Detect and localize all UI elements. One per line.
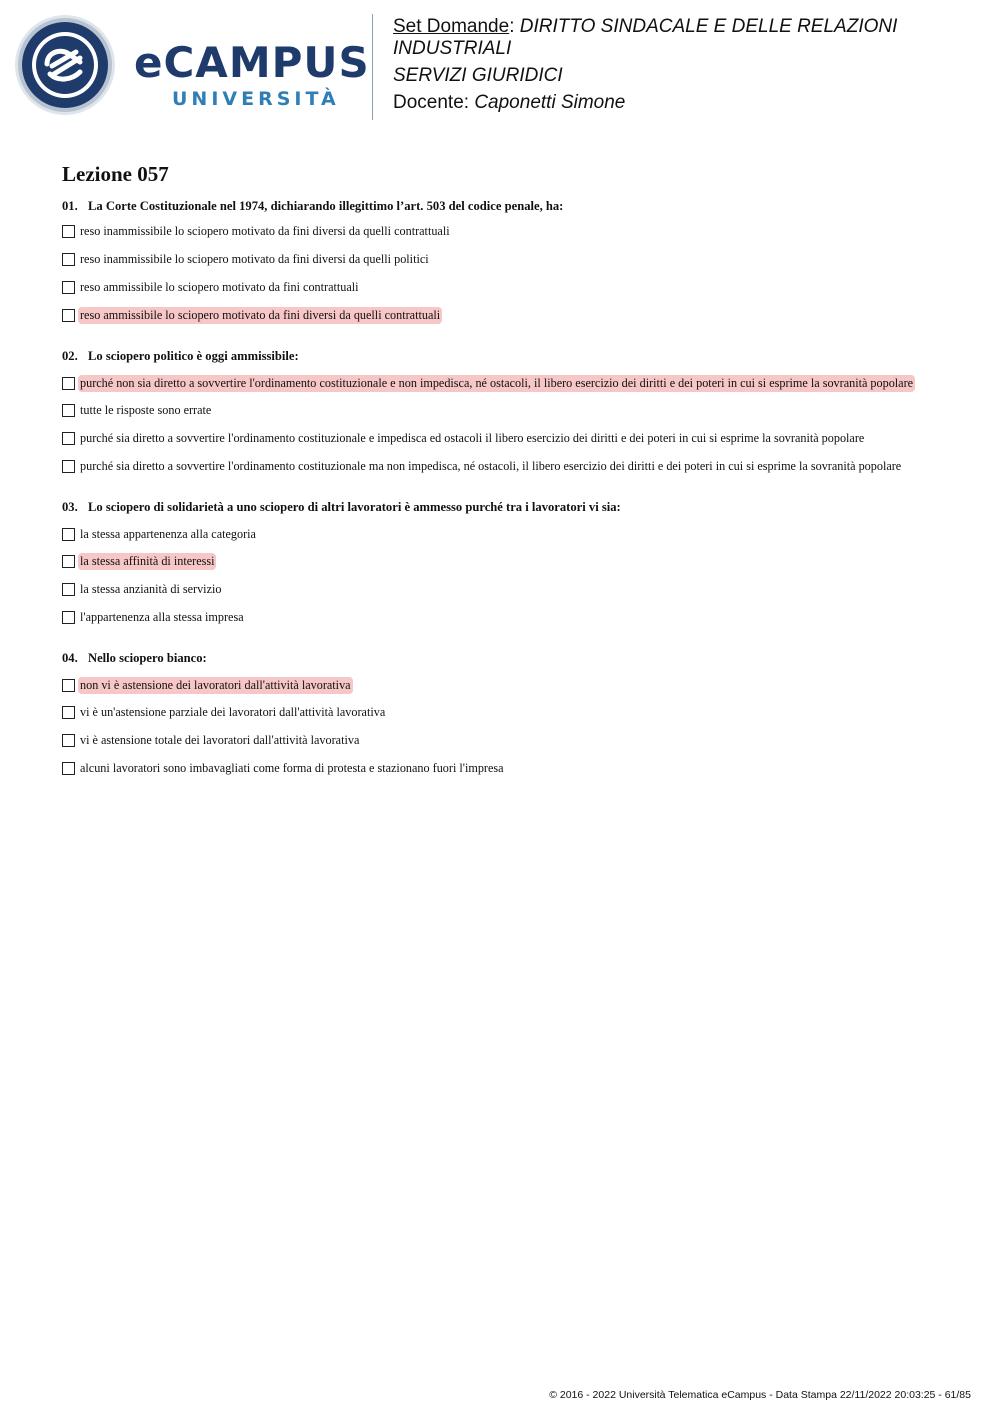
answer-option[interactable] (62, 553, 216, 569)
department: SERVIZI GIURIDICI (393, 65, 563, 86)
answer-text: reso ammissibile lo sciopero motivato da fini contrattuali (80, 279, 359, 294)
answer-text: purché sia diretto a sovvertire l'ordinamento costituzionale ma non impedisca, né ostacoli, il libero esercizio dei diritti e dei poteri in cui si esprime la sovranità popolare (80, 458, 902, 473)
question-number: 02. (62, 349, 78, 363)
question-number: 01. (62, 199, 78, 213)
logo-wordmark-text: eCAMPUS (134, 38, 370, 87)
question-title (62, 651, 207, 666)
answer-text: vi è astensione totale dei lavoratori dall'attività lavorativa (80, 732, 360, 747)
question-number: 03. (62, 500, 78, 514)
logo-subtitle-text: UNIVERSITÀ (172, 88, 340, 110)
ecampus-wordmark (134, 38, 370, 112)
answer-checkbox[interactable] (62, 762, 75, 775)
set-domande-label: Set Domande (393, 16, 510, 37)
answer-text: la stessa anzianità di servizio (80, 581, 222, 596)
header-info (393, 14, 983, 114)
answer-checkbox[interactable] (62, 679, 75, 692)
answer-checkbox[interactable] (62, 309, 75, 322)
answer-text: purché sia diretto a sovvertire l'ordinamento costituzionale e impedisca ed ostacoli il libero esercizio dei diritti e dei poteri in cui si esprime la sovranità popolare (80, 430, 865, 445)
answer-text: reso inammissibile lo sciopero motivato da fini diversi da quelli contrattuali (80, 223, 450, 238)
answer-text-highlighted: reso ammissibile lo sciopero motivato da fini diversi da quelli contrattuali (80, 307, 441, 322)
page-footer: © 2016 - 2022 Università Telematica eCampus - Data Stampa 22/11/2022 20:03:25 - 61/85 (549, 1389, 971, 1401)
answer-text: la stessa appartenenza alla categoria (80, 526, 256, 541)
answer-text: vi è un'astensione parziale dei lavoratori dall'attività lavorativa (80, 704, 386, 719)
answer-option[interactable] (62, 458, 903, 474)
question-title (62, 500, 621, 515)
answer-option[interactable] (62, 223, 452, 239)
question-text: Nello sciopero bianco: (88, 651, 207, 665)
answer-option[interactable] (62, 430, 866, 446)
answer-checkbox[interactable] (62, 528, 75, 541)
answer-option[interactable] (62, 581, 223, 597)
page-header (0, 0, 1000, 130)
answer-checkbox[interactable] (62, 281, 75, 294)
answer-text-highlighted: la stessa affinità di interessi (80, 553, 215, 568)
answer-option[interactable] (62, 732, 361, 748)
answer-checkbox[interactable] (62, 706, 75, 719)
answer-option[interactable] (62, 402, 213, 418)
answer-option[interactable] (62, 307, 442, 323)
docente-label: Docente: (393, 92, 470, 113)
answer-option[interactable] (62, 251, 431, 267)
answer-text-highlighted: purché non sia diretto a sovvertire l'ordinamento costituzionale e non impedisca, né ostacoli, il libero esercizio dei diritti e dei poteri in cui si esprime la sovranità popolare (80, 375, 914, 390)
answer-text: tutte le risposte sono errate (80, 402, 212, 417)
docente-name: Caponetti Simone (474, 92, 626, 113)
answer-text: reso inammissibile lo sciopero motivato da fini diversi da quelli politici (80, 251, 429, 266)
question-number: 04. (62, 651, 78, 665)
answer-option[interactable] (62, 609, 246, 625)
question-text: Lo sciopero politico è oggi ammissibile: (88, 349, 299, 363)
lesson-title: Lezione 057 (62, 162, 169, 186)
answer-checkbox[interactable] (62, 555, 75, 568)
question-title (62, 349, 299, 364)
answer-text-highlighted: non vi è astensione dei lavoratori dall'attività lavorativa (80, 677, 351, 692)
question-text: Lo sciopero di solidarietà a uno sciopero di altri lavoratori è ammesso purché tra i lavoratori vi sia: (88, 500, 621, 514)
answer-checkbox[interactable] (62, 377, 75, 390)
answer-text: alcuni lavoratori sono imbavagliati come forma di protesta e stazionano fuori l'impresa (80, 760, 504, 775)
answer-checkbox[interactable] (62, 734, 75, 747)
header-divider (372, 14, 373, 120)
question-text: La Corte Costituzionale nel 1974, dichiarando illegittimo l’art. 503 del codice penale, ha: (88, 199, 564, 213)
set-separator: : (509, 16, 520, 37)
answer-option[interactable] (62, 704, 387, 720)
university-seal-logo (14, 14, 116, 116)
answer-option[interactable] (62, 375, 915, 391)
answer-option[interactable] (62, 760, 506, 776)
answer-text: l'appartenenza alla stessa impresa (80, 609, 244, 624)
answer-checkbox[interactable] (62, 404, 75, 417)
question-title (62, 199, 563, 214)
answer-checkbox[interactable] (62, 225, 75, 238)
answer-option[interactable] (62, 677, 353, 693)
answer-checkbox[interactable] (62, 253, 75, 266)
answer-checkbox[interactable] (62, 432, 75, 445)
answer-checkbox[interactable] (62, 460, 75, 473)
answer-option[interactable] (62, 526, 258, 542)
answer-checkbox[interactable] (62, 611, 75, 624)
set-title: DIRITTO SINDACALE E DELLE RELAZIONI INDUSTRIALI (393, 16, 898, 59)
answer-checkbox[interactable] (62, 583, 75, 596)
answer-option[interactable] (62, 279, 361, 295)
